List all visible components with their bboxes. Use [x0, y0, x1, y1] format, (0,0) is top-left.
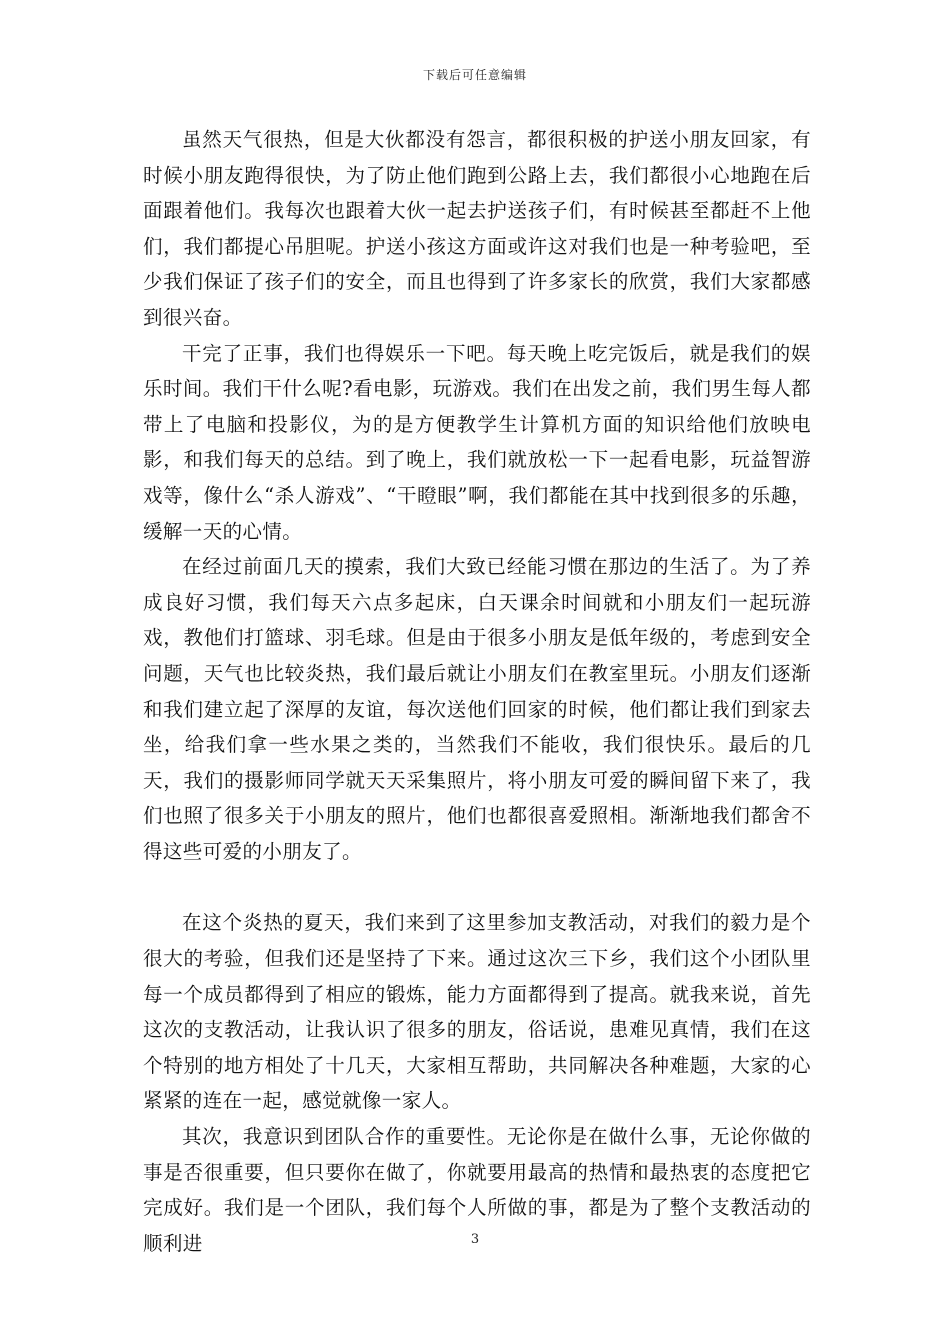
document-body	[143, 122, 811, 1261]
paragraph-teamwork: 其次，我意识到团队合作的重要性。无论你是在做什么事，无论你做的事是否很重要，但只要你在做了，你就要用最高的热情和最热衷的态度把它完成好。我们是一个团队，我们每个人所做的事，都是为了整个支教活动的顺利进	[143, 1125, 811, 1255]
paragraph-summer-reflection: 在这个炎热的夏天，我们来到了这里参加支教活动，对我们的毅力是个很大的考验，但我们还是坚持了下来。通过这次三下乡，我们这个小团队里每一个成员都得到了相应的锻炼，能力方面都得到了提高。就我来说，首先这次的支教活动，让我认识了很多的朋友，俗话说，患难见真情，我们在这个特别的地方相处了十几天，大家相互帮助，共同解决各种难题，大家的心紧紧的连在一起，感觉就像一家人。	[143, 911, 811, 1113]
page-header: 下载后可任意编辑	[422, 68, 527, 82]
paragraph-daily-routine: 在经过前面几天的摸索，我们大致已经能习惯在那边的生活了。为了养成良好习惯，我们每天六点多起床，白天课余时间就和小朋友们一起玩游戏，教他们打篮球、羽毛球。但是由于很多小朋友是低年级的，考虑到安全问题，天气也比较炎热，我们最后就让小朋友们在教室里玩。小朋友们逐渐和我们建立起了深厚的友谊，每次送他们回家的时候，他们都让我们到家去坐，给我们拿一些水果之类的，当然我们不能收，我们很快乐。最后的几天，我们的摄影师同学就天天采集照片，将小朋友可爱的瞬间留下来了，我们也照了很多关于小朋友的照片，他们也都很喜爱照相。渐渐地我们都舍不得这些可爱的小朋友了。	[143, 555, 811, 863]
paragraph-escorting-children: 虽然天气很热，但是大伙都没有怨言，都很积极的护送小朋友回家，有时候小朋友跑得很快，为了防止他们跑到公路上去，我们都很小心地跑在后面跟着他们。我每次也跟着大伙一起去护送孩子们，有时候甚至都赶不上他们，我们都提心吊胆呢。护送小孩这方面或许这对我们也是一种考验吧，至少我们保证了孩子们的安全，而且也得到了许多家长的欣赏，我们大家都感到很兴奋。	[143, 128, 811, 329]
paragraph-evening-entertainment: 干完了正事，我们也得娱乐一下吧。每天晚上吃完饭后，就是我们的娱乐时间。我们干什么呢?看电影，玩游戏。我们在出发之前，我们男生每人都带上了电脑和投影仪，为的是方便教学生计算机方面的知识给他们放映电影，和我们每天的总结。到了晚上，我们就放松一下一起看电影，玩益智游戏等，像什么“杀人游戏”、“干瞪眼”啊，我们都能在其中找到很多的乐趣，缓解一天的心情。	[143, 341, 811, 543]
page-number: 3	[470, 1232, 480, 1247]
